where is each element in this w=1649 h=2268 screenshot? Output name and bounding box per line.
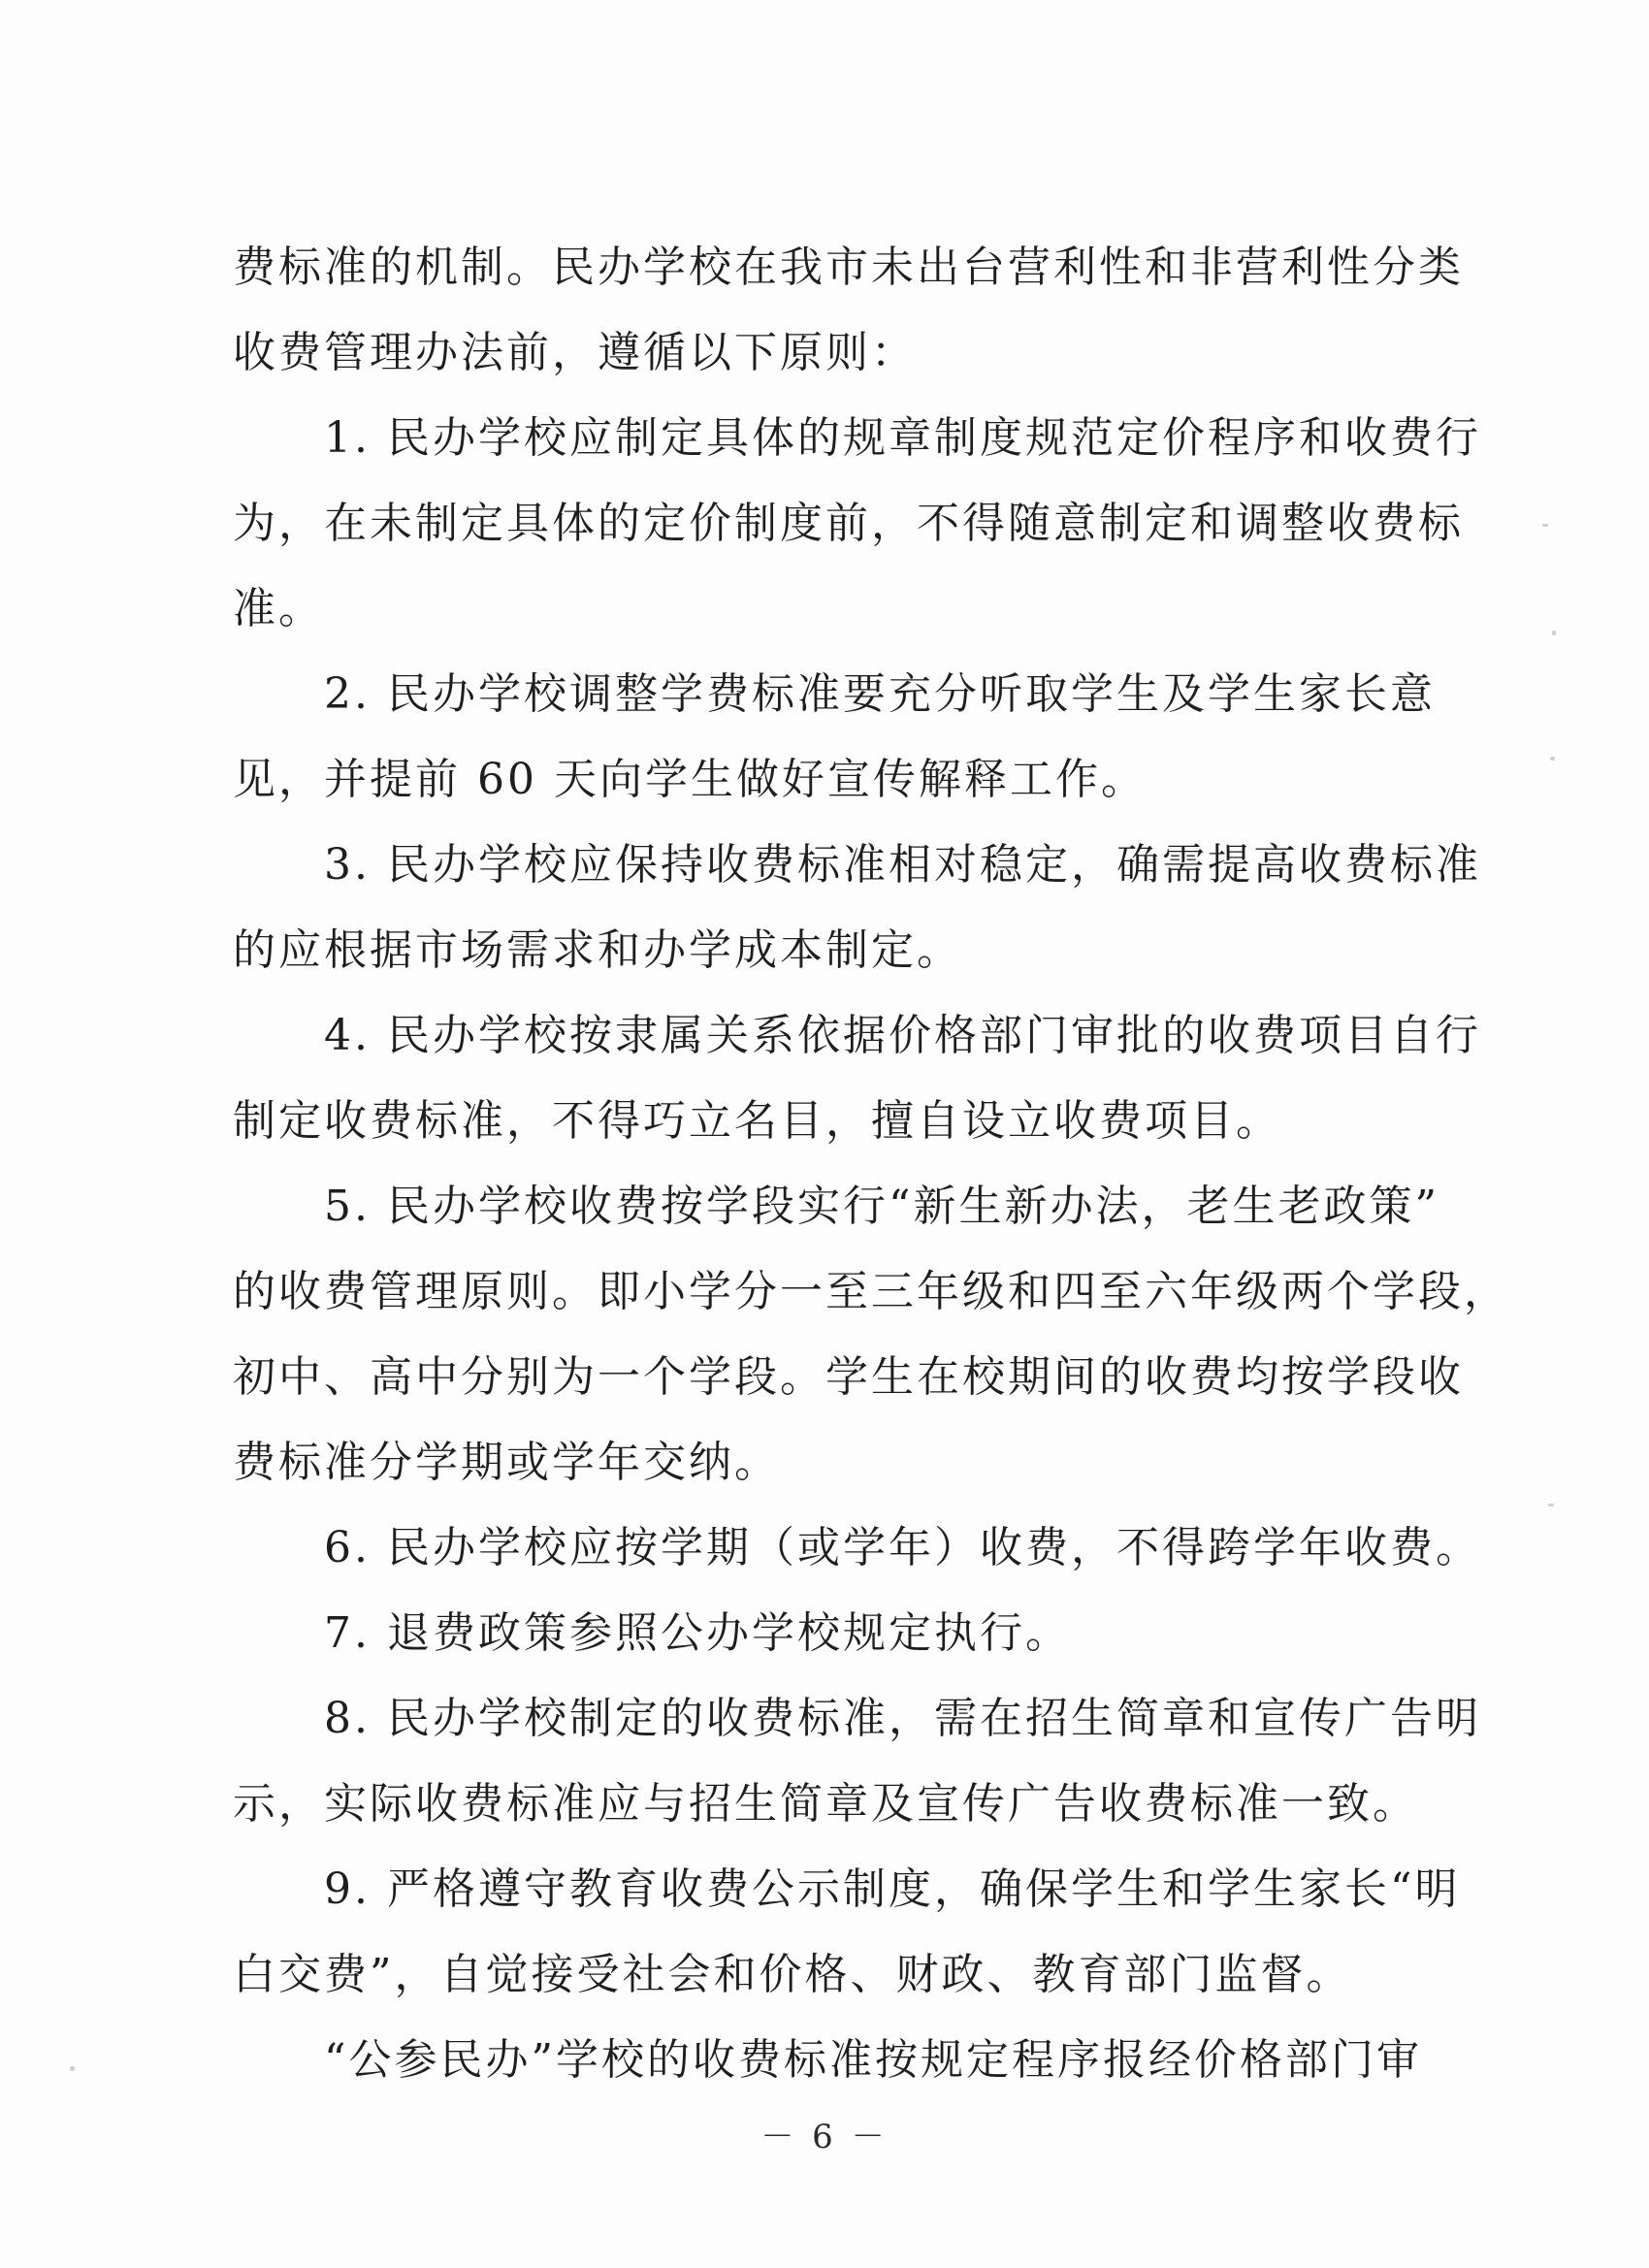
text-line: 9. 严格遵守教育收费公示制度，确保学生和学生家长“明 (324, 1864, 1461, 1914)
text-line: 8. 民办学校制定的收费标准，需在招生简章和宣传广告明 (324, 1694, 1481, 1743)
scan-speck (1542, 524, 1548, 527)
text-line: 7. 退费政策参照公办学校规定执行。 (324, 1608, 1071, 1658)
text-line: 的收费管理原则。即小学分一至三年级和四至六年级两个学段， (233, 1267, 1509, 1316)
text-line: 为，在未制定具体的定价制度前，不得随意制定和调整收费标 (233, 499, 1464, 548)
text-line: 收费管理办法前，遵循以下原则： (233, 328, 917, 377)
text-line: 1. 民办学校应制定具体的规章制度规范定价程序和收费行 (324, 413, 1481, 463)
text-line: 费标准的机制。民办学校在我市未出台营利性和非营利性分类 (233, 243, 1464, 292)
text-line: 示，实际收费标准应与招生简章及宣传广告收费标准一致。 (233, 1779, 1418, 1829)
body-text (233, 225, 1509, 2103)
text-line: “公参民办”学校的收费标准按规定程序报经价格部门审 (324, 2035, 1422, 2085)
text-line: 制定收费标准，不得巧立名目，擅自设立收费项目。 (233, 1096, 1281, 1146)
text-line: 4. 民办学校按隶属关系依据价格部门审批的收费项目自行 (324, 1011, 1481, 1060)
text-line: 准。 (233, 584, 324, 633)
scan-speck (70, 2066, 75, 2071)
text-line: 白交费”，自觉接受社会和价格、财政、教育部门监督。 (233, 1950, 1352, 1999)
text-line: 费标准分学期或学年交纳。 (233, 1438, 780, 1487)
scan-speck (1548, 1504, 1554, 1507)
text-line: 6. 民办学校应按学期（或学年）收费，不得跨学年收费。 (324, 1523, 1481, 1572)
text-line: 5. 民办学校收费按学段实行“新生新办法，老生老政策” (324, 1182, 1439, 1231)
scan-speck (1550, 757, 1555, 761)
text-line: 初中、高中分别为一个学段。学生在校期间的收费均按学段收 (233, 1352, 1464, 1402)
page-number: － 6 － (760, 2118, 889, 2156)
text-line: 见，并提前 60 天向学生做好宣传解释工作。 (233, 755, 1147, 804)
scan-speck (1552, 631, 1556, 635)
text-line: 的应根据市场需求和办学成本制定。 (233, 925, 962, 975)
text-line: 2. 民办学校调整学费标准要充分听取学生及学生家长意 (324, 669, 1436, 719)
text-line: 3. 民办学校应保持收费标准相对稳定，确需提高收费标准 (324, 840, 1481, 890)
